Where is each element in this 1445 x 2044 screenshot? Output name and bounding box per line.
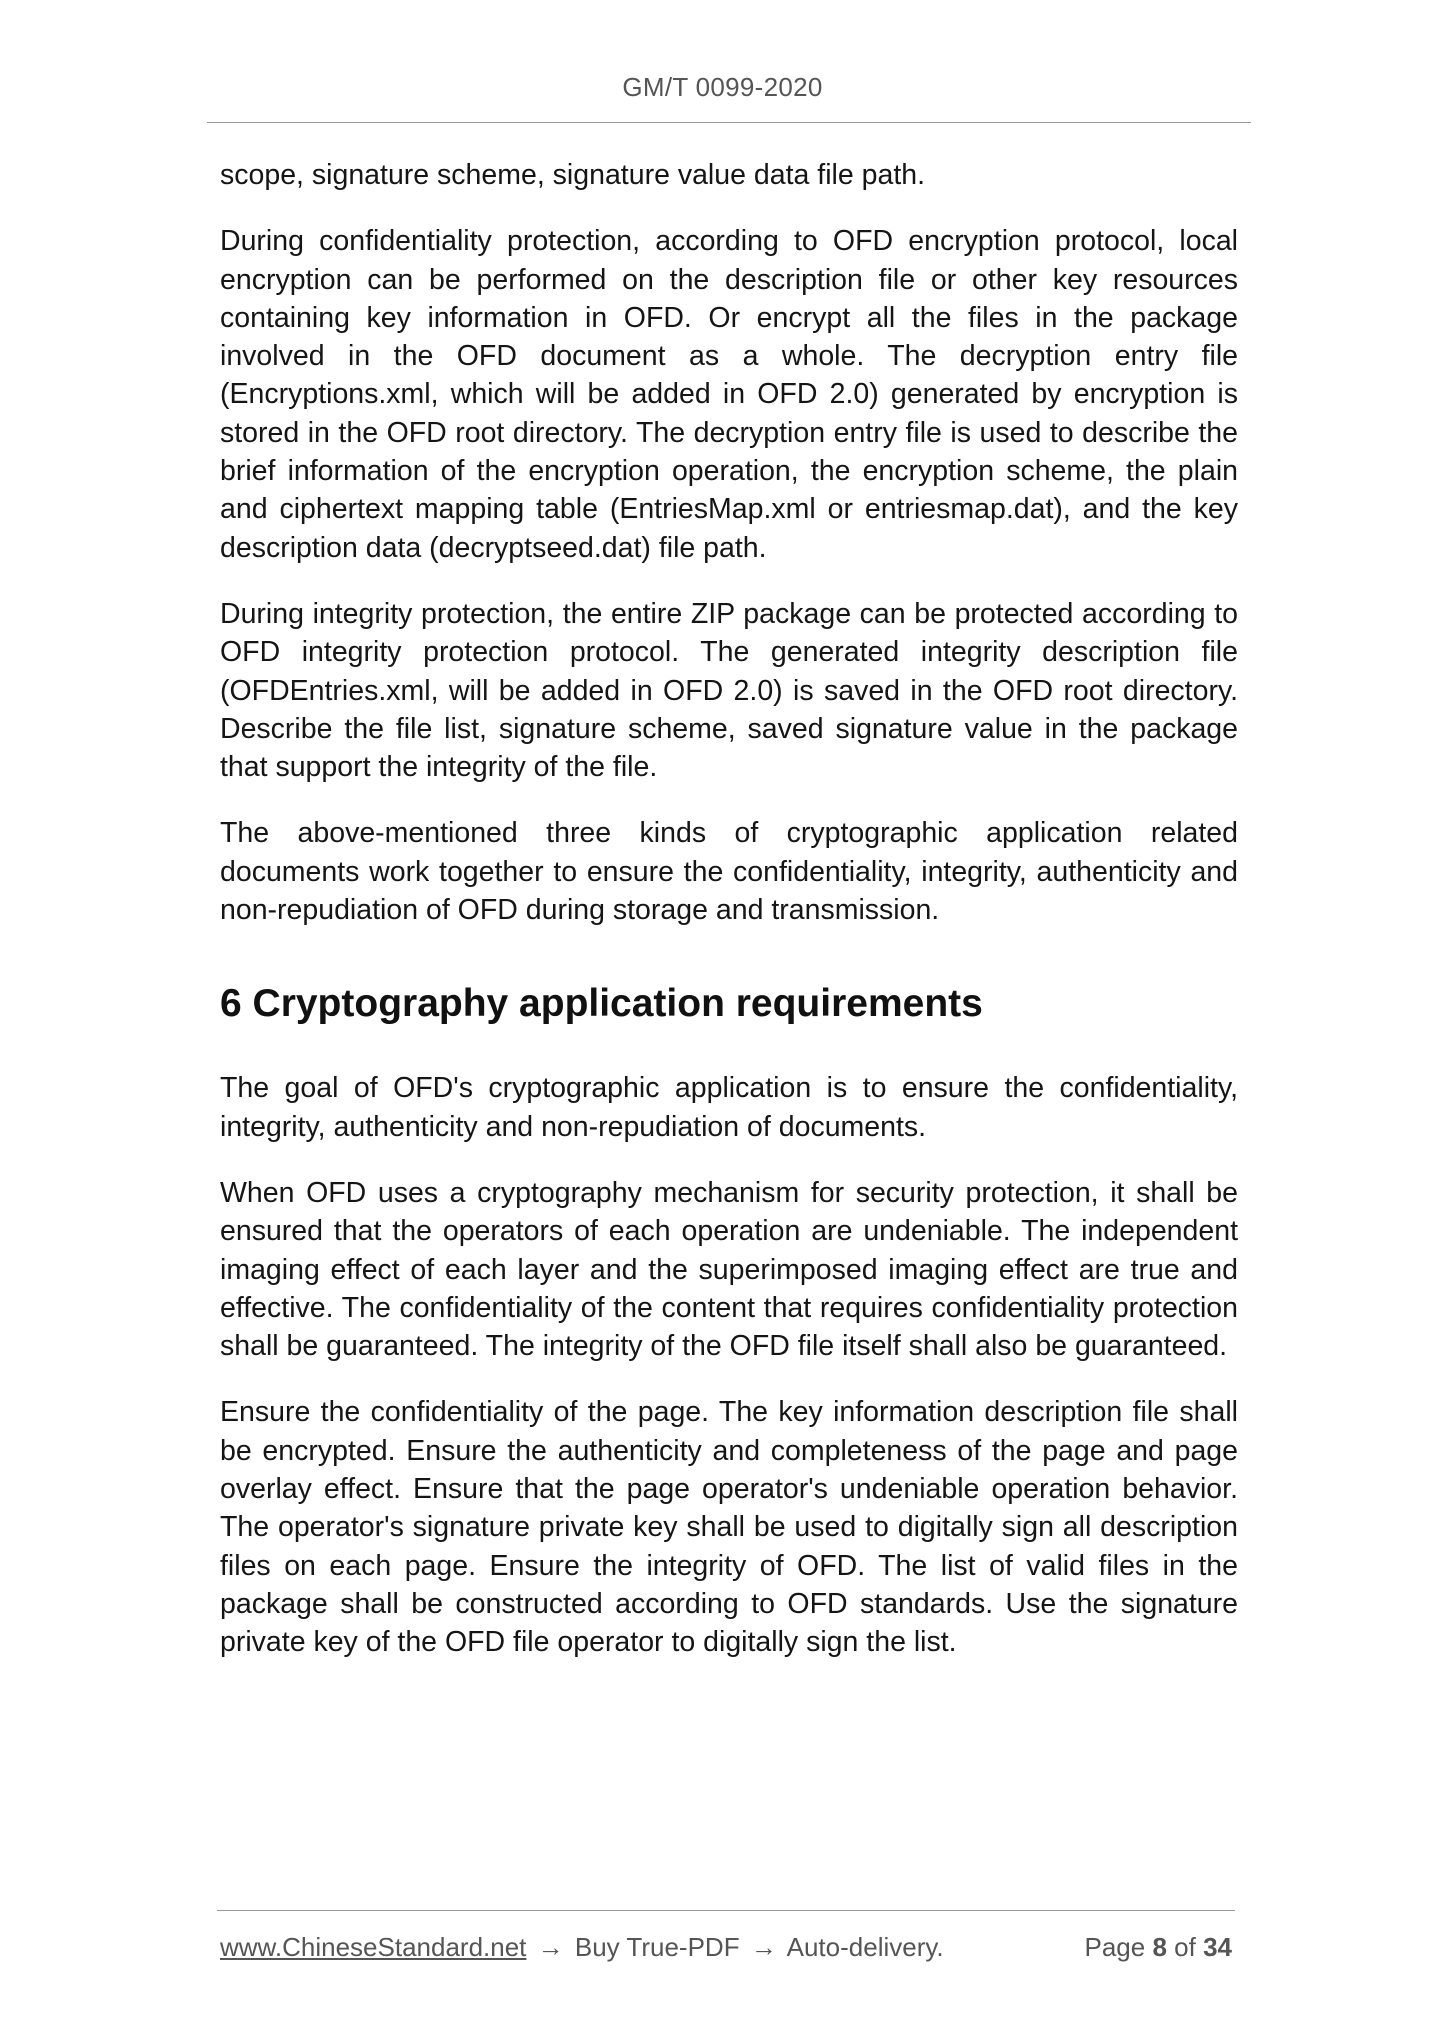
document-code-header: GM/T 0099-2020	[622, 72, 823, 102]
footer-links	[220, 1930, 944, 1964]
website-link[interactable]: www.ChineseStandard.net	[220, 1932, 527, 1962]
footer-divider	[217, 1910, 1235, 1911]
paragraph-three-kinds-documents: The above-mentioned three kinds of cryptographic application related documents work together to ensure the confidentiality, integrity, authenticity and non-repudiation of OFD during storage and transmission.	[220, 817, 1238, 927]
paragraph-signature-scope: scope, signature scheme, signature value data file path.	[220, 159, 926, 191]
page-number	[1084, 1930, 1232, 1964]
page-content	[220, 156, 1238, 1690]
total-page-number: 34	[1203, 1932, 1232, 1962]
current-page-number: 8	[1152, 1932, 1167, 1962]
paragraph-security-mechanism: When OFD uses a cryptography mechanism for security protection, it shall be ensured that the operators of each operation are undeniable. The independent imaging effect of each layer and the superimposed imaging effect are true and effective. The confidentiality of the content that requires confidentiality protection shall be guaranteed. The integrity of the OFD file itself shall also be guaranteed.	[220, 1176, 1238, 1363]
of-label: of	[1174, 1932, 1196, 1962]
paragraph-page-confidentiality: Ensure the confidentiality of the page. The key information description file shall be encrypted. Ensure the authenticity and completeness of the page and page overlay effect. Ensure that the page operator's undeniable operation behavior. The operator's signature private key shall be used to digitally sign all description files on each page. Ensure the integrity of OFD. The list of valid files in the package shall be constructed according to OFD standards. Use the signature private key of the OFD file operator to digitally sign the list.	[220, 1396, 1238, 1659]
header-divider	[207, 122, 1251, 123]
auto-delivery-text: Auto-delivery.	[786, 1932, 944, 1962]
paragraph-confidentiality-protection: During confidentiality protection, according to OFD encryption protocol, local encryption can be performed on the description file or other key resources containing key information in OFD. Or encrypt all the files in the package involved in the OFD document as a whole. The decryption entry file (Encryptions.xml, which will be added in OFD 2.0) generated by encryption is stored in the OFD root directory. The decryption entry file is used to describe the brief information of the encryption operation, the encryption scheme, the plain and ciphertext mapping table (EntriesMap.xml or entriesmap.dat), and the key description data (decryptseed.dat) file path.	[220, 225, 1238, 564]
paragraph-integrity-protection: During integrity protection, the entire ZIP package can be protected according to OFD integrity protection protocol. The generated integrity description file (OFDEntries.xml, will be added in OFD 2.0) is saved in the OFD root directory. Describe the file list, signature scheme, saved signature value in the package that support the integrity of the file.	[220, 597, 1238, 784]
page-label: Page	[1084, 1932, 1146, 1962]
paragraph-goal: The goal of OFD's cryptographic application is to ensure the confidentiality, integrity, authenticity and non-repudiation of documents.	[220, 1072, 1238, 1143]
arrow-right-icon: →	[750, 1932, 777, 1962]
buy-true-pdf-text: Buy True-PDF	[574, 1932, 740, 1962]
arrow-right-icon: →	[537, 1932, 564, 1962]
section-heading: 6 Cryptography application requirements	[220, 982, 983, 1026]
